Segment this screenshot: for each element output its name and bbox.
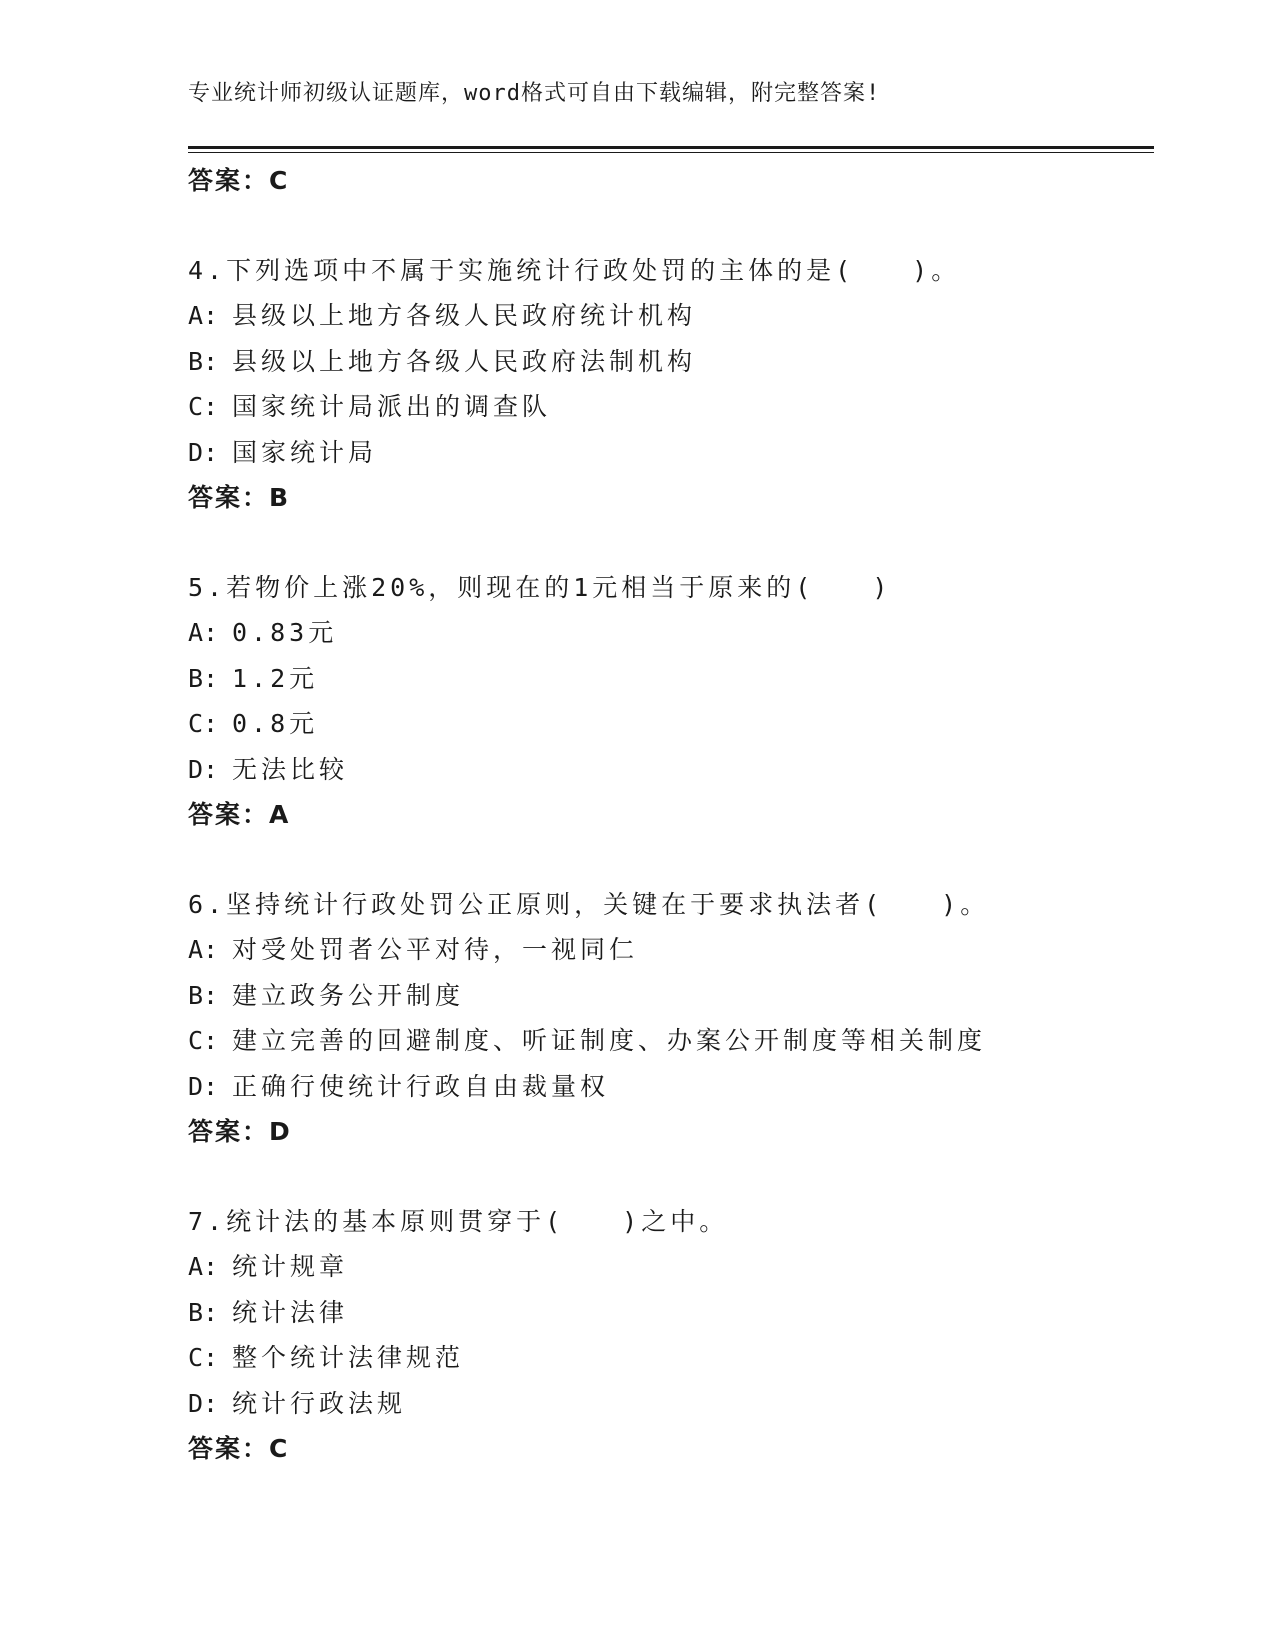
option-letter: A:	[188, 935, 219, 964]
option-letter: B:	[188, 1297, 219, 1327]
option-letter: B:	[188, 346, 219, 376]
option-text: 1.2元	[232, 663, 319, 693]
option-b	[188, 339, 1154, 385]
answer-line: 答案：A	[188, 800, 291, 829]
question-list	[188, 158, 1154, 1472]
answer-line: 答案：D	[188, 1117, 292, 1146]
question-4	[188, 248, 1154, 521]
header-rule-thin	[188, 152, 1154, 153]
option-letter: C:	[188, 1026, 219, 1055]
question-7	[188, 1199, 1154, 1472]
option-letter: C:	[188, 1343, 219, 1372]
option-d	[188, 430, 1154, 476]
question-5	[188, 565, 1154, 838]
option-b	[188, 1290, 1154, 1336]
option-text: 国家统计局	[232, 437, 378, 467]
option-letter: C:	[188, 709, 219, 738]
option-text: 建立政务公开制度	[232, 980, 465, 1010]
option-a	[188, 1244, 1154, 1290]
option-b	[188, 656, 1154, 702]
question-stem: 7.统计法的基本原则贯穿于( )之中。	[188, 1206, 729, 1236]
answer-line: 答案：C	[188, 1434, 290, 1463]
option-letter: D:	[188, 1071, 219, 1101]
option-letter: C:	[188, 392, 219, 421]
option-text: 0.83元	[232, 618, 338, 647]
option-d	[188, 747, 1154, 793]
option-letter: A:	[188, 1252, 219, 1281]
option-c	[188, 1018, 1154, 1064]
option-text: 无法比较	[232, 754, 349, 784]
page-header: 专业统计师初级认证题库，word格式可自由下载编辑，附完整答案!	[188, 81, 881, 106]
question-stem: 5.若物价上涨20%，则现在的1元相当于原来的( )	[188, 572, 892, 602]
option-letter: D:	[188, 754, 219, 784]
option-letter: D:	[188, 437, 219, 467]
option-text: 县级以上地方各级人民政府统计机构	[232, 301, 697, 330]
option-b	[188, 973, 1154, 1019]
option-letter: A:	[188, 301, 219, 330]
option-d	[188, 1381, 1154, 1427]
option-text: 0.8元	[232, 709, 319, 738]
answer-line: 答案：C	[188, 166, 290, 195]
option-letter: A:	[188, 618, 219, 647]
option-text: 县级以上地方各级人民政府法制机构	[232, 346, 697, 376]
option-c	[188, 1335, 1154, 1381]
option-d	[188, 1064, 1154, 1110]
option-text: 统计法律	[232, 1297, 349, 1327]
option-text: 建立完善的回避制度、听证制度、办案公开制度等相关制度	[232, 1026, 987, 1055]
option-text: 正确行使统计行政自由裁量权	[232, 1071, 610, 1101]
option-a	[188, 293, 1154, 339]
option-letter: D:	[188, 1388, 219, 1418]
question-stem: 4.下列选项中不属于实施统计行政处罚的主体的是( )。	[188, 255, 961, 285]
option-c	[188, 384, 1154, 430]
option-a	[188, 927, 1154, 973]
option-text: 统计行政法规	[232, 1388, 407, 1418]
header-rule-thick	[188, 146, 1154, 149]
option-a	[188, 610, 1154, 656]
question-6	[188, 882, 1154, 1155]
option-text: 对受处罚者公平对待，一视同仁	[232, 935, 639, 964]
option-text: 统计规章	[232, 1252, 349, 1281]
option-text: 整个统计法律规范	[232, 1343, 465, 1372]
option-letter: B:	[188, 663, 219, 693]
question-stem: 6.坚持统计行政处罚公正原则，关键在于要求执法者( )。	[188, 889, 990, 919]
option-c	[188, 701, 1154, 747]
option-text: 国家统计局派出的调查队	[232, 392, 552, 421]
answer-line: 答案：B	[188, 483, 291, 512]
option-letter: B:	[188, 980, 219, 1010]
